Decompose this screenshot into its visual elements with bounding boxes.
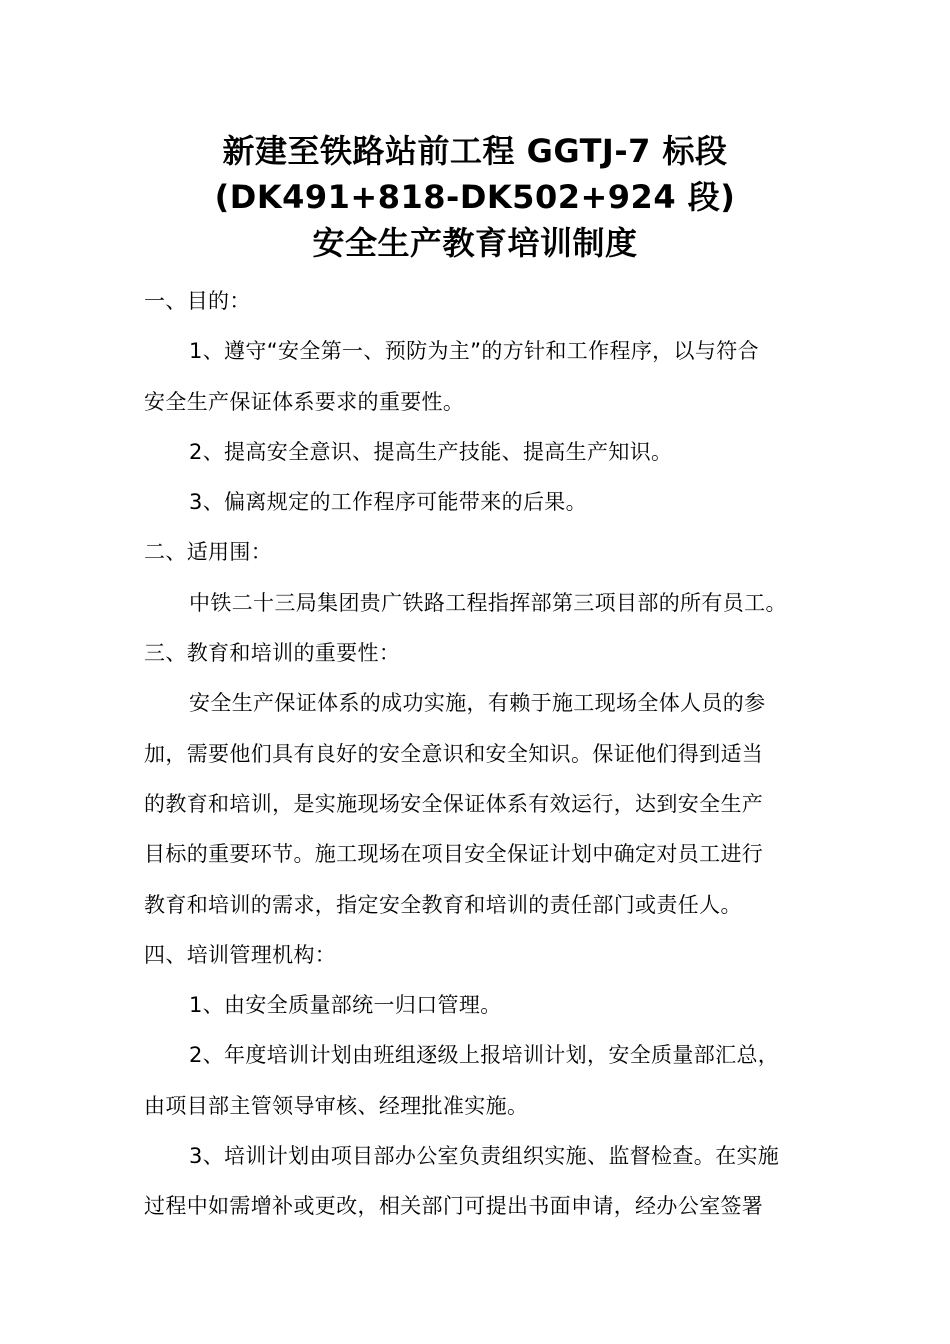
section-heading-management: 四、培训管理机构： xyxy=(144,942,337,967)
paragraph-line: 加，需要他们具有良好的安全意识和安全知识。保证他们得到适当 xyxy=(144,741,764,766)
paragraph-line: 2、提高安全意识、提高生产技能、提高生产知识。 xyxy=(189,439,673,464)
paragraph-line: 目标的重要环节。施工现场在项目安全保证计划中确定对员工进行 xyxy=(144,842,764,867)
section-heading-purpose: 一、目的： xyxy=(144,289,251,313)
paragraph-line: 3、偏离规定的工作程序可能带来的后果。 xyxy=(189,490,588,515)
paragraph-line: 安全生产保证体系的成功实施，有赖于施工现场全体人员的参 xyxy=(189,691,766,716)
paragraph-line: 3、培训计划由项目部办公室负责组织实施、监督检查。在实施 xyxy=(189,1144,780,1169)
paragraph-line: 由项目部主管领导审核、经理批准实施。 xyxy=(144,1093,529,1118)
document-body xyxy=(144,276,809,1232)
section-heading-scope: 二、适用围： xyxy=(144,540,273,565)
paragraph-line: 2、年度培训计划由班组逐级上报培训计划，安全质量部汇总， xyxy=(189,1043,780,1068)
paragraph-line: 的教育和培训，是实施现场安全保证体系有效运行，达到安全生产 xyxy=(144,791,764,816)
paragraph-line: 1、由安全质量部统一归口管理。 xyxy=(189,993,502,1018)
document-title xyxy=(0,128,950,266)
paragraph-line: 安全生产保证体系要求的重要性。 xyxy=(144,389,465,414)
paragraph-line: 教育和培训的需求，指定安全教育和培训的责任部门或责任人。 xyxy=(144,892,742,917)
title-line-project: 新建至铁路站前工程 GGTJ-7 标段 xyxy=(222,132,728,170)
title-line-regulation: 安全生产教育培训制度 xyxy=(312,224,638,262)
paragraph-line: 1、遵守“安全第一、预防为主”的方针和工作程序，以与符合 xyxy=(189,339,759,364)
paragraph-line: 中铁二十三局集团贵广铁路工程指挥部第三项目部的所有员工。 xyxy=(189,590,787,615)
section-heading-importance: 三、教育和培训的重要性： xyxy=(144,641,401,666)
paragraph-line: 过程中如需增补或更改，相关部门可提出书面申请，经办公室签署 xyxy=(144,1194,764,1219)
title-line-section: (DK491+818-DK502+924 段) xyxy=(214,178,736,216)
